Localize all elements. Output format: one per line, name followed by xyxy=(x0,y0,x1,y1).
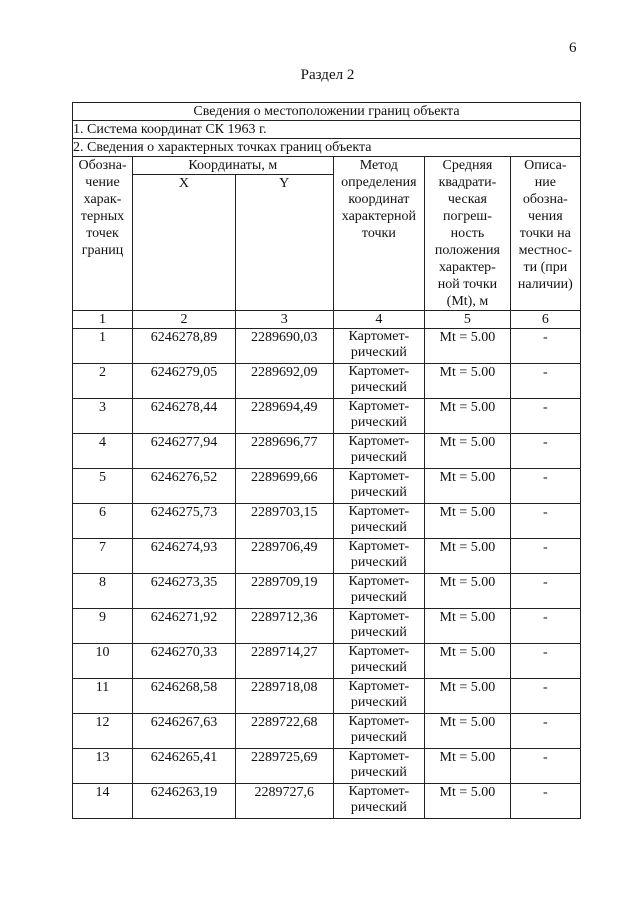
method-cell xyxy=(333,609,425,644)
header-line: Описа- xyxy=(524,158,567,173)
header-line: чение xyxy=(85,175,120,190)
table-row xyxy=(73,609,581,644)
header-line: Средняя xyxy=(442,158,493,173)
coord-y: 2289692,09 xyxy=(235,364,333,399)
coord-x: 6246263,19 xyxy=(133,784,236,819)
table-row xyxy=(73,399,581,434)
coord-x: 6246278,89 xyxy=(133,329,236,364)
method-line: рический xyxy=(350,625,407,640)
header-line: ность xyxy=(450,226,485,241)
point-number: 6 xyxy=(73,504,133,539)
accuracy-cell: Mt = 5.00 xyxy=(425,644,511,679)
coord-x: 6246271,92 xyxy=(133,609,236,644)
method-line: рический xyxy=(350,520,407,535)
method-line: Картомет- xyxy=(348,469,410,484)
description-cell: - xyxy=(510,609,580,644)
description-cell: - xyxy=(510,434,580,469)
point-number: 10 xyxy=(73,644,133,679)
header-line: точек xyxy=(86,226,119,241)
method-line: Картомет- xyxy=(348,714,410,729)
coord-y: 2289709,19 xyxy=(235,574,333,609)
description-cell: - xyxy=(510,539,580,574)
header-line: харак- xyxy=(83,192,122,207)
coord-x: 6246268,58 xyxy=(133,679,236,714)
method-line: Картомет- xyxy=(348,504,410,519)
header-line: обозна- xyxy=(522,192,568,207)
method-line: рический xyxy=(350,555,407,570)
method-line: Картомет- xyxy=(348,329,410,344)
column-number-row xyxy=(73,311,581,329)
method-line: рический xyxy=(350,800,407,815)
method-line: Картомет- xyxy=(348,749,410,764)
header-line: ной точки xyxy=(437,277,498,292)
description-cell: - xyxy=(510,364,580,399)
coord-x: 6246270,33 xyxy=(133,644,236,679)
accuracy-cell: Mt = 5.00 xyxy=(425,784,511,819)
method-line: Картомет- xyxy=(348,574,410,589)
method-line: Картомет- xyxy=(348,539,410,554)
header-line: ние xyxy=(534,175,556,190)
description-cell: - xyxy=(510,399,580,434)
header-line: чения xyxy=(527,209,563,224)
coord-x: 6246279,05 xyxy=(133,364,236,399)
point-number: 3 xyxy=(73,399,133,434)
method-line: Картомет- xyxy=(348,644,410,659)
method-line: рический xyxy=(350,345,407,360)
method-line: рический xyxy=(350,765,407,780)
coord-y: 2289706,49 xyxy=(235,539,333,574)
accuracy-cell: Mt = 5.00 xyxy=(425,469,511,504)
method-line: рический xyxy=(350,660,407,675)
header-y: Y xyxy=(235,175,333,311)
boundary-points-table xyxy=(72,102,581,819)
header-line: (Mt), м xyxy=(446,294,489,309)
method-cell xyxy=(333,399,425,434)
method-cell xyxy=(333,504,425,539)
table-row xyxy=(73,574,581,609)
method-cell xyxy=(333,784,425,819)
description-cell: - xyxy=(510,469,580,504)
method-cell xyxy=(333,434,425,469)
accuracy-cell: Mt = 5.00 xyxy=(425,504,511,539)
table-row xyxy=(73,504,581,539)
description-cell: - xyxy=(510,714,580,749)
accuracy-cell: Mt = 5.00 xyxy=(425,609,511,644)
header-line: Обозна- xyxy=(78,158,127,173)
method-line: Картомет- xyxy=(348,679,410,694)
header-line: положения xyxy=(434,243,500,258)
column-number: 2 xyxy=(133,311,236,329)
header-designation xyxy=(73,157,133,311)
point-number: 7 xyxy=(73,539,133,574)
accuracy-cell: Mt = 5.00 xyxy=(425,539,511,574)
column-number: 4 xyxy=(333,311,425,329)
method-cell xyxy=(333,714,425,749)
point-number: 12 xyxy=(73,714,133,749)
description-cell: - xyxy=(510,749,580,784)
point-number: 14 xyxy=(73,784,133,819)
point-number: 4 xyxy=(73,434,133,469)
description-cell: - xyxy=(510,574,580,609)
method-line: рический xyxy=(350,590,407,605)
coord-y: 2289696,77 xyxy=(235,434,333,469)
header-line: границ xyxy=(81,243,124,258)
description-cell: - xyxy=(510,644,580,679)
point-number: 11 xyxy=(73,679,133,714)
header-method xyxy=(333,157,425,311)
method-line: рический xyxy=(350,485,407,500)
coord-y: 2289703,15 xyxy=(235,504,333,539)
header-line: характер- xyxy=(438,260,496,275)
coord-x: 6246273,35 xyxy=(133,574,236,609)
point-number: 1 xyxy=(73,329,133,364)
column-number: 5 xyxy=(425,311,511,329)
section-title: Раздел 2 xyxy=(300,67,355,83)
accuracy-cell: Mt = 5.00 xyxy=(425,399,511,434)
method-line: Картомет- xyxy=(348,364,410,379)
method-line: рический xyxy=(350,415,407,430)
header-line: характерной xyxy=(341,209,416,224)
method-line: Картомет- xyxy=(348,434,410,449)
method-line: рический xyxy=(350,450,407,465)
point-number: 8 xyxy=(73,574,133,609)
header-line: ти (при xyxy=(523,260,568,275)
method-cell xyxy=(333,364,425,399)
method-cell xyxy=(333,644,425,679)
table-title: Сведения о местоположении границ объекта xyxy=(73,103,581,121)
accuracy-cell: Mt = 5.00 xyxy=(425,679,511,714)
header-line: координат xyxy=(348,192,410,207)
coord-y: 2289718,08 xyxy=(235,679,333,714)
header-line: точки xyxy=(361,226,396,241)
column-number: 3 xyxy=(235,311,333,329)
coord-x: 6246276,52 xyxy=(133,469,236,504)
method-cell xyxy=(333,469,425,504)
method-cell xyxy=(333,574,425,609)
header-x: X xyxy=(133,175,236,311)
method-cell xyxy=(333,679,425,714)
table-row xyxy=(73,714,581,749)
coord-y: 2289712,36 xyxy=(235,609,333,644)
accuracy-cell: Mt = 5.00 xyxy=(425,329,511,364)
accuracy-cell: Mt = 5.00 xyxy=(425,714,511,749)
point-number: 5 xyxy=(73,469,133,504)
method-line: Картомет- xyxy=(348,399,410,414)
method-cell xyxy=(333,749,425,784)
table-row xyxy=(73,679,581,714)
method-line: рический xyxy=(350,730,407,745)
table-row xyxy=(73,434,581,469)
point-number: 9 xyxy=(73,609,133,644)
header-line: ческая xyxy=(447,192,487,207)
coord-y: 2289725,69 xyxy=(235,749,333,784)
point-number: 13 xyxy=(73,749,133,784)
table-row xyxy=(73,329,581,364)
method-cell xyxy=(333,539,425,574)
method-cell xyxy=(333,329,425,364)
description-cell: - xyxy=(510,329,580,364)
coord-y: 2289722,68 xyxy=(235,714,333,749)
coord-system-row: 1. Система координат СК 1963 г. xyxy=(73,121,581,139)
table-row xyxy=(73,364,581,399)
header-accuracy xyxy=(425,157,511,311)
coord-x: 6246274,93 xyxy=(133,539,236,574)
header-description xyxy=(510,157,580,311)
coord-x: 6246267,63 xyxy=(133,714,236,749)
coord-x: 6246278,44 xyxy=(133,399,236,434)
description-cell: - xyxy=(510,784,580,819)
coord-y: 2289727,6 xyxy=(235,784,333,819)
header-coordinates: Координаты, м xyxy=(133,157,334,175)
points-heading-row: 2. Сведения о характерных точках границ объекта xyxy=(73,139,581,157)
method-line: рический xyxy=(350,695,407,710)
method-line: Картомет- xyxy=(348,609,410,624)
header-line: наличии) xyxy=(517,277,573,292)
header-line: Метод xyxy=(359,158,398,173)
coord-x: 6246275,73 xyxy=(133,504,236,539)
header-line: определения xyxy=(341,175,417,190)
header-line: квадрати- xyxy=(438,175,497,190)
table-row xyxy=(73,644,581,679)
header-line: местнос- xyxy=(518,243,573,258)
table-row xyxy=(73,784,581,819)
description-cell: - xyxy=(510,679,580,714)
column-number: 6 xyxy=(510,311,580,329)
header-line: погреш- xyxy=(442,209,492,224)
method-line: Картомет- xyxy=(348,784,410,799)
coord-y: 2289694,49 xyxy=(235,399,333,434)
coord-x: 6246265,41 xyxy=(133,749,236,784)
coord-y: 2289699,66 xyxy=(235,469,333,504)
column-number: 1 xyxy=(73,311,133,329)
table-row xyxy=(73,539,581,574)
accuracy-cell: Mt = 5.00 xyxy=(425,364,511,399)
table-row xyxy=(73,469,581,504)
method-line: рический xyxy=(350,380,407,395)
point-number: 2 xyxy=(73,364,133,399)
coord-y: 2289690,03 xyxy=(235,329,333,364)
header-line: терных xyxy=(80,209,125,224)
description-cell: - xyxy=(510,504,580,539)
page-number: 6 xyxy=(569,40,577,56)
header-line: точки на xyxy=(519,226,571,241)
accuracy-cell: Mt = 5.00 xyxy=(425,574,511,609)
coord-y: 2289714,27 xyxy=(235,644,333,679)
table-row xyxy=(73,749,581,784)
accuracy-cell: Mt = 5.00 xyxy=(425,749,511,784)
coord-x: 6246277,94 xyxy=(133,434,236,469)
accuracy-cell: Mt = 5.00 xyxy=(425,434,511,469)
